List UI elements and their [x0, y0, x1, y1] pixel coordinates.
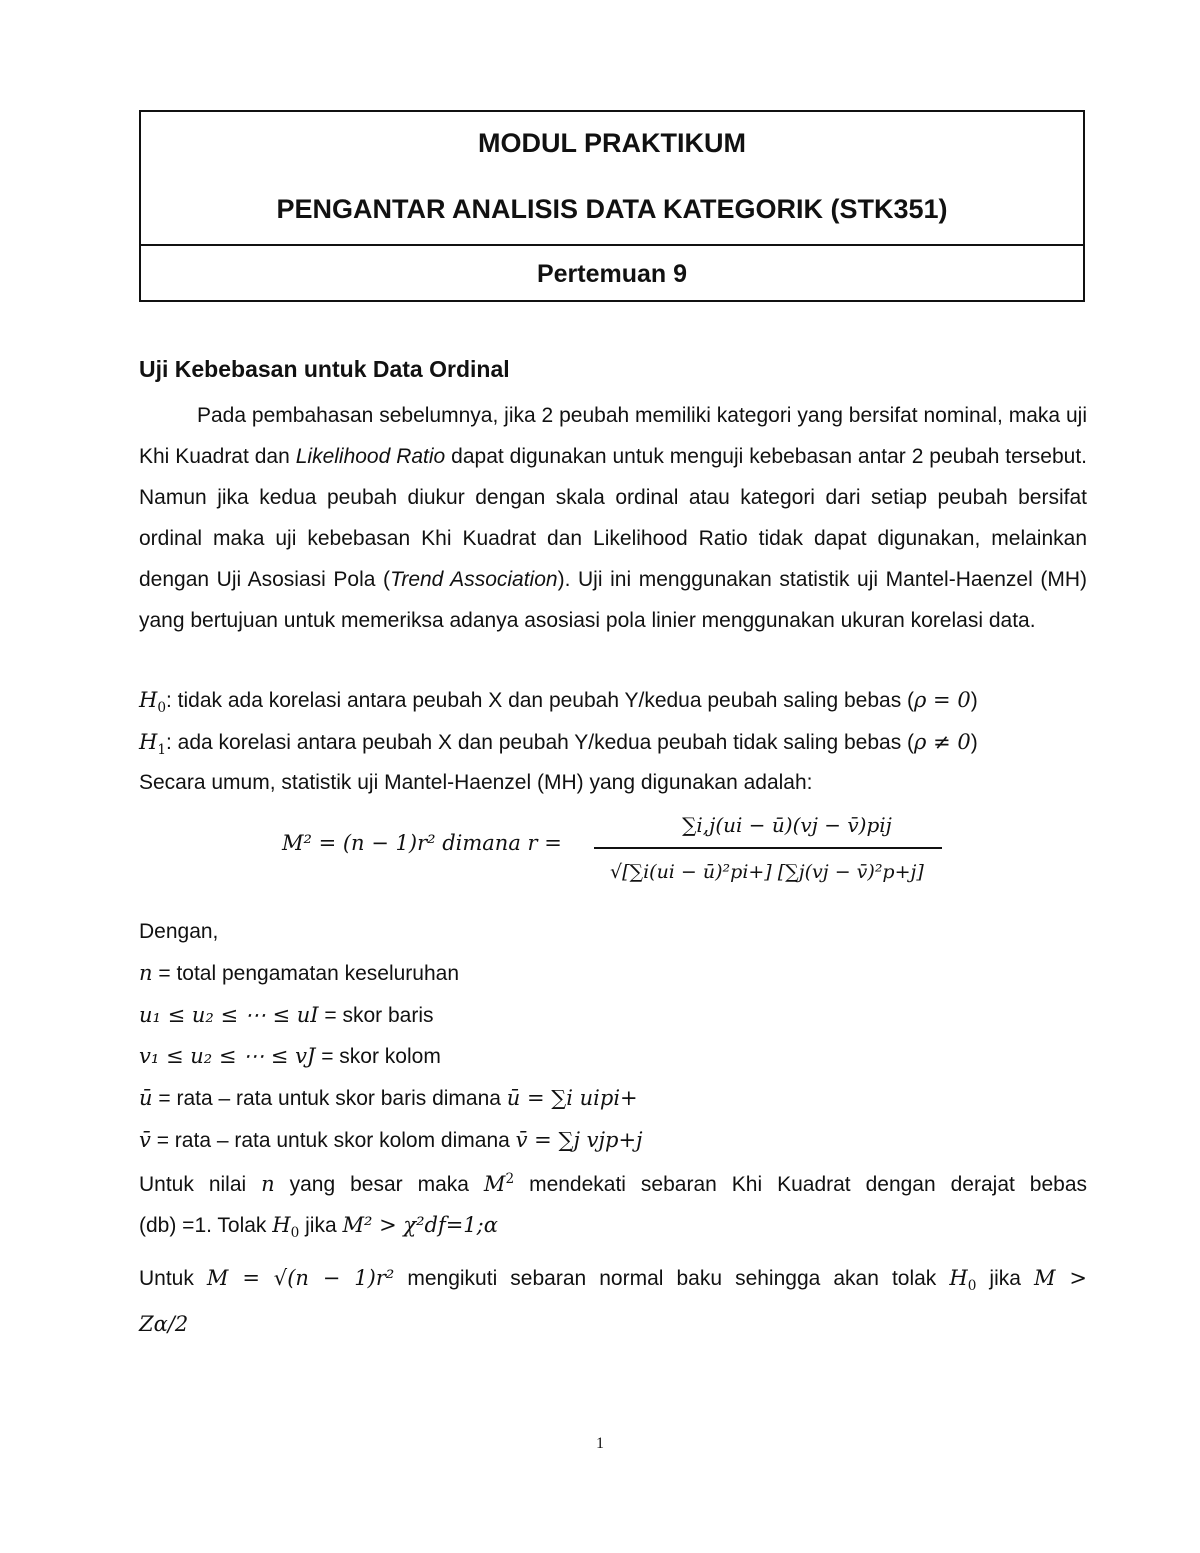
c3-text-c: jika	[976, 1267, 1034, 1290]
h0-close: )	[970, 689, 978, 712]
c1-m2: $M^2$	[483, 1171, 515, 1196]
conclusion-line-2	[139, 1213, 498, 1241]
formula-lhs: M² = (n − 1)r² dimana r =	[282, 831, 562, 855]
page-number: 1	[596, 1435, 604, 1452]
title-box	[139, 110, 1085, 302]
h1-close: )	[970, 731, 978, 754]
course-title: PENGANTAR ANALISIS DATA KATEGORIK (STK351)	[276, 194, 948, 224]
conclusion-line-3	[139, 1266, 1087, 1294]
h0-symbol: $H_0$	[139, 688, 167, 717]
section-heading: Uji Kebebasan untuk Data Ordinal	[139, 356, 510, 382]
ubar-equation: ū = ∑i uipi+	[506, 1086, 638, 1110]
c1-n: n	[261, 1172, 275, 1196]
n-symbol: n	[139, 961, 153, 985]
vbar-equation: v̄ = ∑j vjp+j	[515, 1128, 643, 1152]
ubar-definition: = rata – rata untuk skor baris dimana	[152, 1087, 507, 1110]
statistic-intro: Secara umum, statistik uji Mantel-Haenzel (MH) yang digunakan adalah:	[139, 771, 813, 794]
conclusion-line-1	[139, 1171, 1087, 1197]
formula-numerator: ∑i,j(ui − ū)(vj − v̄)pij	[682, 813, 892, 837]
mantel-haenzel-formula	[282, 805, 962, 905]
v-order: v₁ ≤ u₂ ≤ ⋯ ≤ vJ	[139, 1044, 316, 1068]
h1-condition: ρ ≠ 0	[914, 730, 971, 754]
c3-text-a: Untuk	[139, 1267, 207, 1290]
c1-text-c: mendekati sebaran Khi Kuadrat dengan derajat bebas	[514, 1173, 1087, 1196]
u-order: u₁ ≤ u₂ ≤ ⋯ ≤ uI	[139, 1003, 319, 1027]
vbar-symbol: v̄	[139, 1128, 151, 1152]
c1-text-b: yang besar maka	[274, 1173, 484, 1196]
c3-m-gt: M >	[1034, 1266, 1087, 1290]
ubar-symbol: ū	[139, 1086, 153, 1110]
z-critical: Zα/2	[139, 1312, 189, 1336]
para-emphasis-trend: Trend Association	[390, 568, 558, 591]
n-definition: = total pengamatan keseluruhan	[152, 962, 459, 985]
fraction-bar	[594, 847, 942, 849]
conclusion-line-4	[139, 1312, 188, 1337]
c3-m-sqrt: M = √(n − 1)r²	[206, 1266, 395, 1290]
para-text-a: Pada pembahasan sebelumnya, jika 2 peubah memiliki kategori yang bersifat nominal, maka uji Khi Kuadrat dan	[139, 404, 1087, 468]
c2-text-b: jika	[299, 1214, 343, 1237]
def-vbar	[139, 1128, 643, 1153]
h1-symbol: $H_1$	[139, 730, 167, 759]
c3-h0: $H_0$	[949, 1266, 977, 1295]
para-text-c: ). Uji ini menggunakan statistik uji Mantel-Haenzel (MH) yang bertujuan untuk memeriksa adanya asosiasi pola linier menggunakan ukuran korelasi data.	[139, 568, 1087, 632]
c2-chi-condition: M² > χ²df=1;α	[342, 1213, 498, 1237]
c2-text-a: (db) =1. Tolak	[139, 1214, 273, 1237]
session-title: Pertemuan 9	[536, 260, 688, 288]
hypothesis-h0	[139, 688, 978, 716]
formula-denominator: √[∑i(ui − ū)²pi+] [∑j(vj − v̄)²p+j]	[610, 861, 924, 883]
c2-h0: $H_0$	[272, 1213, 300, 1242]
u-definition: = skor baris	[318, 1004, 434, 1027]
c1-text-a: Untuk nilai	[139, 1173, 262, 1196]
def-u	[139, 1003, 434, 1028]
def-n	[139, 961, 459, 986]
v-definition: = skor kolom	[315, 1045, 441, 1068]
h0-condition: ρ = 0	[914, 688, 971, 712]
def-ubar	[139, 1086, 638, 1111]
definitions-intro: Dengan,	[139, 920, 219, 943]
def-v	[139, 1044, 441, 1069]
c3-text-b: mengikuti sebaran normal baku sehingga akan tolak	[394, 1267, 950, 1290]
para-text-b: dapat digunakan untuk menguji kebebasan antar 2 peubah tersebut. Namun jika kedua peubah diukur dengan skala ordinal atau kategori dari setiap peubah bersifat ordinal maka uji kebebasan Khi Kuadrat dan Likelihood Ratio tidak dapat digunakan, melainkan dengan Uji Asosiasi Pola (	[139, 445, 1088, 591]
vbar-definition: = rata – rata untuk skor kolom dimana	[150, 1129, 516, 1152]
h1-text: : ada korelasi antara peubah X dan peubah Y/kedua peubah tidak saling bebas (	[166, 731, 915, 754]
para-emphasis-likelihood: Likelihood Ratio	[295, 445, 446, 468]
module-title: MODUL PRAKTIKUM	[478, 128, 746, 158]
intro-paragraph	[139, 395, 1087, 641]
h0-text: : tidak ada korelasi antara peubah X dan peubah Y/kedua peubah saling bebas (	[166, 689, 915, 712]
hypothesis-h1	[139, 730, 978, 758]
